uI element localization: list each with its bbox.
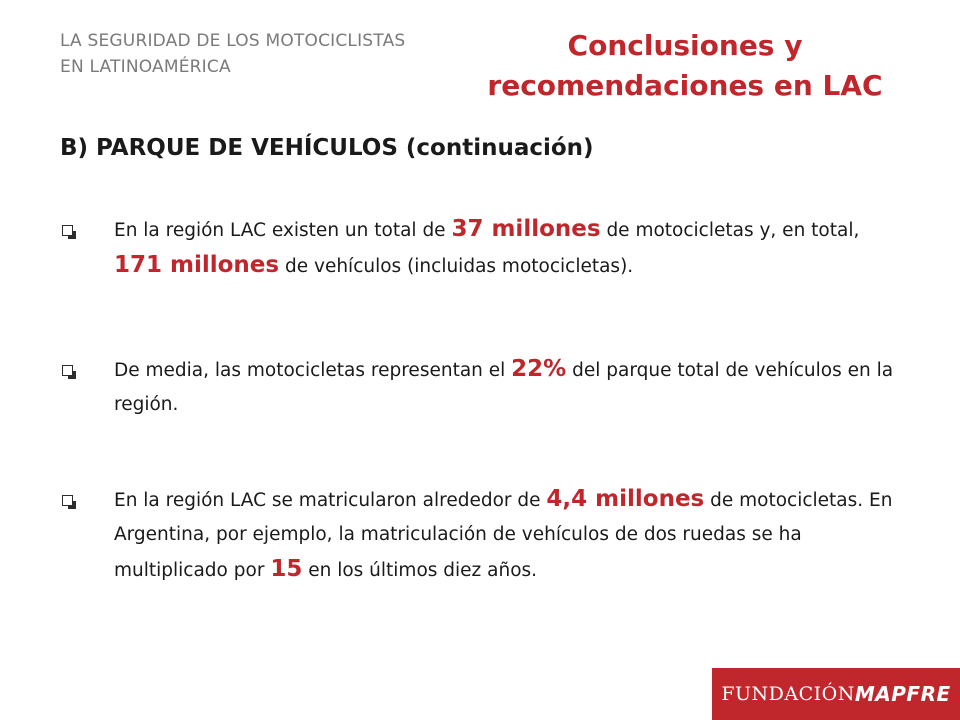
checkbox-bullet-icon xyxy=(62,495,73,506)
slide-title xyxy=(470,26,900,106)
highlight-number: 4,4 millones xyxy=(546,486,705,512)
subtitle-line-2: EN LATINOAMÉRICA xyxy=(60,57,231,77)
fundacion-mapfre-logo xyxy=(712,668,960,720)
highlight-number: 22% xyxy=(511,356,567,382)
bullet-item-share xyxy=(62,352,902,422)
bullet-text: del parque total de vehículos en la región. xyxy=(114,360,894,415)
bullet-text: en los últimos diez años. xyxy=(302,560,538,581)
checkbox-bullet-icon xyxy=(62,225,73,236)
bullet-item-vehicle-totals xyxy=(62,212,902,284)
presentation-subtitle xyxy=(60,28,405,80)
checkbox-bullet-icon xyxy=(62,365,73,376)
bullet-text: de motocicletas. En Argentina, por ejemplo, la matriculación de vehículos de dos ruedas se ha multiplicado por xyxy=(114,490,893,581)
subtitle-line-1: LA SEGURIDAD DE LOS MOTOCICLISTAS xyxy=(60,31,406,51)
logo-text-mapfre: MAPFRE xyxy=(854,682,951,706)
bullet-text: De media, las motocicletas representan el xyxy=(114,360,512,381)
highlight-number: 171 millones xyxy=(114,252,280,278)
bullet-text: En la región LAC se matricularon alrededor de xyxy=(114,490,547,511)
bullet-text: de motocicletas y, en total, xyxy=(600,220,860,241)
highlight-number: 37 millones xyxy=(451,216,601,242)
bullet-item-registrations xyxy=(62,482,902,588)
logo-text-fundacion: FUNDACIÓN xyxy=(721,683,855,705)
section-title: B) PARQUE DE VEHÍCULOS (continuación) xyxy=(60,135,594,161)
bullet-text: En la región LAC existen un total de xyxy=(114,220,452,241)
bullet-text: de vehículos (incluidas motocicletas). xyxy=(279,256,634,277)
slide-title-line-1: Conclusiones y xyxy=(567,29,803,62)
highlight-number: 15 xyxy=(270,556,303,582)
slide-title-line-2: recomendaciones en LAC xyxy=(487,69,883,102)
